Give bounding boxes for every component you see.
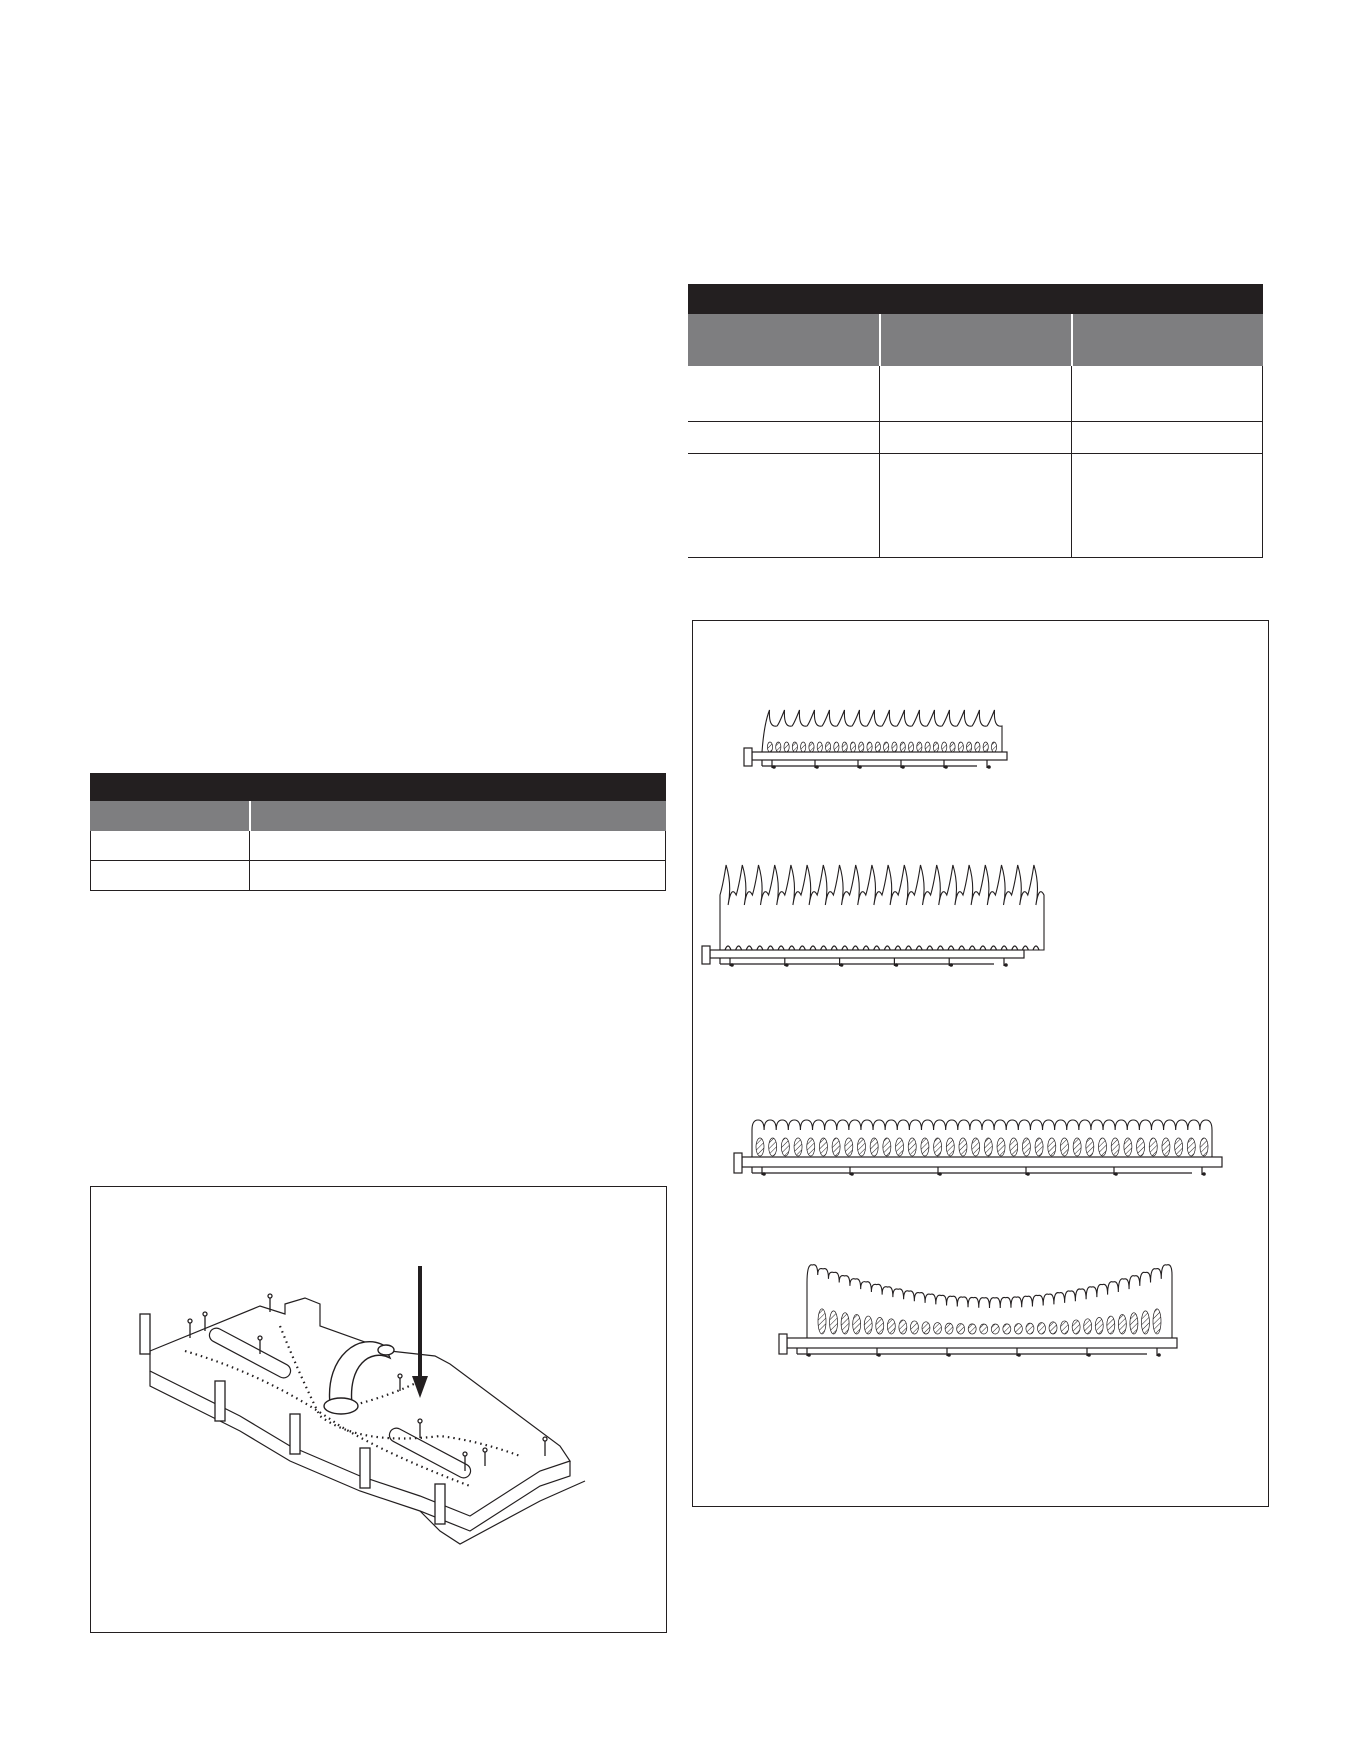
pan-brackets: [140, 1314, 445, 1524]
flame-pattern-2: [702, 865, 1044, 967]
left-table-row-1: [90, 831, 666, 861]
right-table-body: [688, 366, 1263, 558]
flame-patterns-drawing: [692, 620, 1269, 1507]
right-table-title-bar: [688, 284, 1263, 314]
right-table-col-line-2: [1071, 366, 1072, 558]
burner-ports-row-3: [350, 1381, 420, 1406]
right-table-col-line-3: [1262, 366, 1263, 558]
flame-pattern-4: [779, 1265, 1177, 1357]
burner-ports-row-1: [185, 1351, 470, 1486]
venturi-inlet: [378, 1345, 394, 1355]
slot-left: [207, 1326, 293, 1381]
left-table-col-line-2: [665, 831, 666, 891]
left-table-body: [90, 831, 666, 891]
venturi-base: [324, 1398, 358, 1414]
arrow-head: [412, 1376, 428, 1398]
burner-rail: [752, 752, 1007, 760]
flame-pattern-3: [734, 1120, 1222, 1176]
right-table-col-line-1: [879, 366, 880, 558]
right-table-header-divider-2: [1071, 314, 1073, 366]
right-table-header-row: [688, 314, 1263, 366]
burner-rail: [710, 950, 1024, 958]
flame-pattern-1: [744, 710, 1007, 769]
right-table-row-1: [688, 366, 1263, 422]
mounting-pins: [188, 1294, 547, 1471]
burner-rail: [787, 1338, 1177, 1348]
left-table-header-divider: [249, 801, 251, 831]
left-table-col-line-1: [249, 831, 250, 891]
burner-pan-drawing: [90, 1186, 667, 1633]
right-table-header-divider-1: [879, 314, 881, 366]
right-table-row-3: [688, 454, 1263, 558]
right-table-row-2: [688, 422, 1263, 454]
left-table-title-bar: [90, 773, 666, 801]
slot-right: [387, 1426, 473, 1481]
left-table-col-line-0: [90, 831, 91, 891]
burner-rail: [742, 1157, 1222, 1167]
left-table-header-row: [90, 801, 666, 831]
